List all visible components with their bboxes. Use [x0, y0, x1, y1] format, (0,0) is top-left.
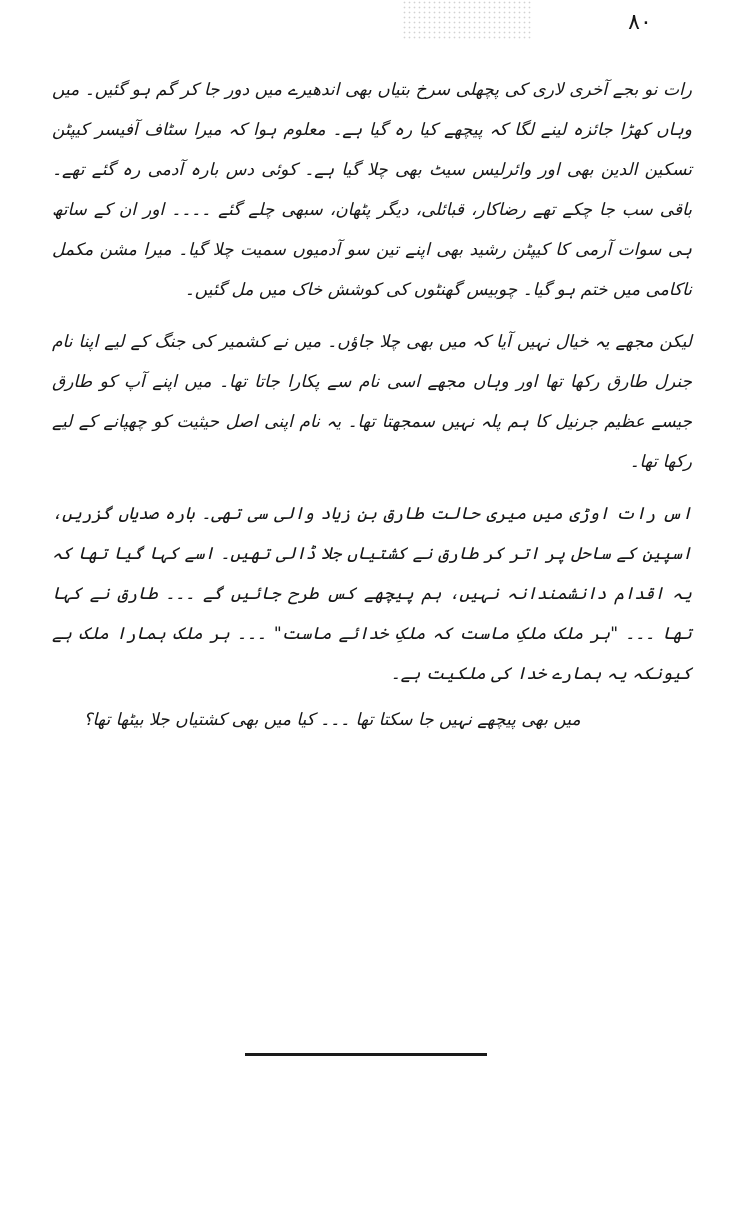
chapter-end-rule: [245, 1053, 487, 1056]
page-number: ۸۰: [628, 10, 652, 35]
closing-line: میں بھی پیچھے نہیں جا سکتا تھا ۔۔۔ کیا میں بھی کشتیاں جلا بیٹھا تھا؟: [83, 710, 581, 730]
body-text: [52, 70, 692, 740]
paragraph-1: رات نو بجے آخری لاری کی پچھلی سرخ بتیاں بھی اندھیرے میں دور جا کر گم ہو گئیں۔ میں وہاں کھڑا جائزہ لینے لگا کہ پیچھے کیا رہ گیا ہے۔ معلوم ہوا کہ میرا سٹاف آفیسر کیپٹن تسکین الدین بھی اور وائرلیس سیٹ بھی چلا گیا ہے۔ کوئی دس بارہ آدمی رہ گئے تھے۔ باقی سب جا چکے تھے رضاکار، قبائلی، دیگر پٹھان، سبھی چلے گئے ۔۔۔۔ اور ان کے ساتھ ہی سوات آرمی کا کیپٹن رشید بھی اپنے تین سو آدمیوں سمیت چلا گیا۔ میرا مشن مکمل ناکامی میں ختم ہو گیا۔ چوبیس گھنٹوں کی کوشش خاک میں مل گئیں۔: [52, 80, 692, 300]
paragraph-2: لیکن مجھے یہ خیال نہیں آیا کہ میں بھی چلا جاؤں۔ میں نے کشمیر کی جنگ کے لیے اپنا نام جنرل طارق رکھا تھا اور وہاں مجھے اسی نام سے پکارا جاتا تھا۔ میں اپنے آپ کو طارق جیسے عظیم جرنیل کا ہم پلہ نہیں سمجھتا تھا۔ یہ نام اپنی اصل حیثیت کو چھپانے کے لیے رکھا تھا۔: [52, 332, 692, 472]
scan-speckle: [402, 0, 532, 40]
paragraph-3: اس رات اوڑی میں میری حالت طارق بن زیاد والی سی تھی۔ بارہ صدیاں گزریں، اسپین کے ساحل پر اتر کر طارق نے کشتیاں جلا ڈالی تھیں۔ اسے کہا گیا تھا کہ یہ اقدام دانشمندانہ نہیں، ہم پیچھے کس طرح جائیں گے ۔۔۔ طارق نے کہا تھا ۔۔۔ "ہر ملک ملکِ ماست کہ ملکِ خدائے ماست" ۔۔۔ ہر ملک ہمارا ملک ہے کیونکہ یہ ہمارے خدا کی ملکیت ہے۔: [52, 504, 692, 684]
